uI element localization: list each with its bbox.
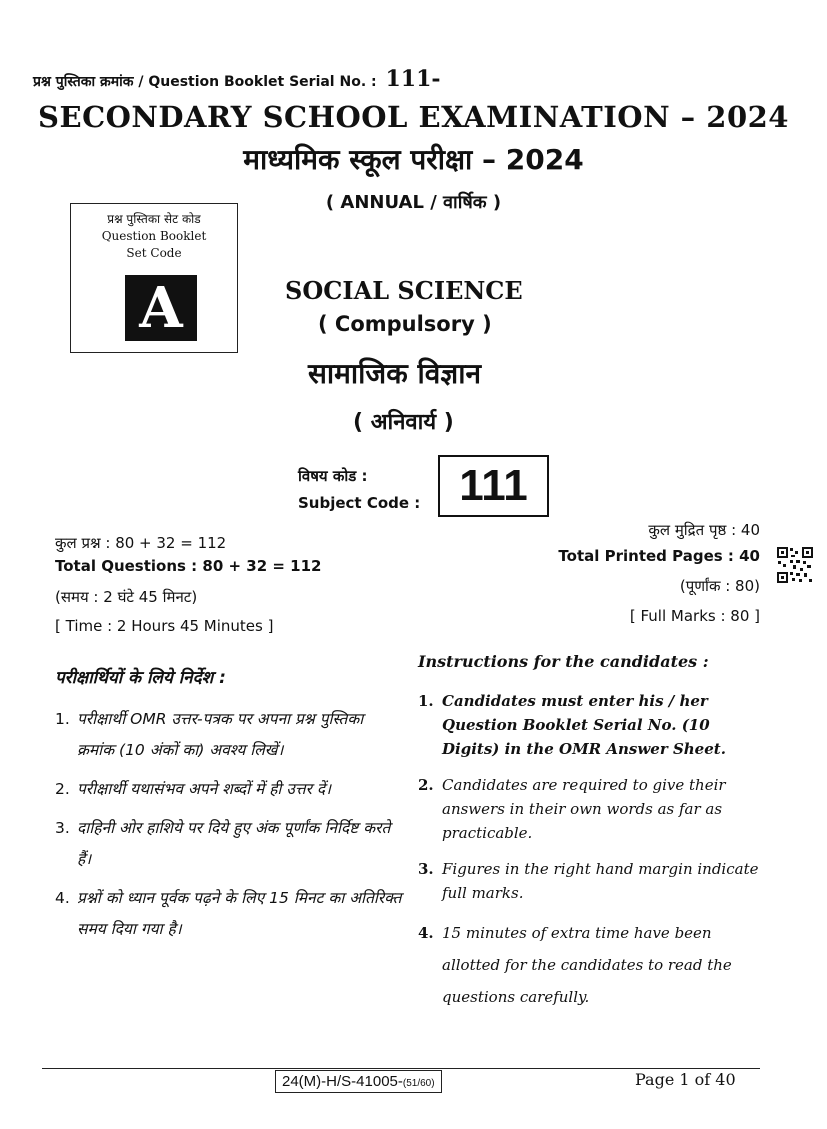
subject-compulsory-hindi: ( अनिवार्य ) bbox=[353, 410, 454, 435]
instruction-hindi-item bbox=[55, 813, 405, 875]
instruction-number: 1. bbox=[418, 692, 434, 710]
instruction-number: 4. bbox=[418, 924, 434, 942]
total-questions-hindi: कुल प्रश्न : 80 + 32 = 112 bbox=[55, 534, 227, 552]
set-code-label-english-2: Set Code bbox=[126, 246, 182, 260]
set-code-letter: A bbox=[125, 275, 197, 341]
printed-pages-hindi: कुल मुद्रित पृष्ठ : 40 bbox=[648, 521, 760, 539]
subject-name-hindi: सामाजिक विज्ञान bbox=[308, 357, 482, 390]
paper-code-box bbox=[275, 1070, 442, 1093]
exam-type: ( ANNUAL / वार्षिक ) bbox=[325, 192, 502, 213]
instruction-english-item bbox=[418, 857, 762, 905]
instruction-hindi-item bbox=[55, 883, 405, 945]
instruction-number: 4. bbox=[55, 889, 70, 907]
set-code-label-hindi: प्रश्न पुस्तिका सेट कोड bbox=[107, 212, 201, 226]
total-questions-english: Total Questions : 80 + 32 = 112 bbox=[55, 557, 322, 575]
instruction-number: 2. bbox=[418, 776, 434, 794]
instructions-english-heading: Instructions for the candidates : bbox=[418, 652, 709, 671]
serial-label: प्रश्न पुस्तिका क्रमांक / Question Booklet Serial No. : bbox=[33, 74, 377, 90]
instruction-text: परीक्षार्थी OMR उत्तर-पत्रक पर अपना प्रश्न पुस्तिका क्रमांक (10 अंकों का) अवश्य लिखें। bbox=[77, 710, 364, 759]
instruction-english-item bbox=[418, 689, 762, 761]
page-number: Page 1 of 40 bbox=[635, 1070, 736, 1089]
instruction-text: 15 minutes of extra time have been allotted for the candidates to read the questions carefully. bbox=[442, 924, 732, 1006]
full-marks-english: [ Full Marks : 80 ] bbox=[629, 607, 760, 625]
instructions-english bbox=[418, 652, 762, 1025]
set-code-box bbox=[70, 203, 238, 353]
instruction-number: 3. bbox=[418, 860, 434, 878]
subject-compulsory-english: ( Compulsory ) bbox=[318, 312, 492, 336]
subject-code-label-hindi: विषय कोड : bbox=[298, 467, 368, 485]
exam-title-hindi: माध्यमिक स्कूल परीक्षा – 2024 bbox=[243, 143, 584, 176]
instruction-hindi-item bbox=[55, 774, 405, 805]
qr-code-icon bbox=[776, 546, 814, 584]
full-marks-hindi: (पूर्णांक : 80) bbox=[679, 577, 760, 595]
booklet-serial bbox=[33, 66, 441, 92]
paper-code-suffix: (51/60) bbox=[402, 1078, 435, 1089]
instruction-hindi-item bbox=[55, 704, 405, 766]
instructions-hindi bbox=[55, 665, 405, 953]
instruction-english-item bbox=[418, 917, 762, 1013]
instruction-text: Figures in the right hand margin indicate full marks. bbox=[442, 860, 759, 902]
printed-pages-english: Total Printed Pages : 40 bbox=[558, 547, 760, 565]
paper-code: 24(M)-H/S-41005- bbox=[282, 1073, 403, 1090]
time-hindi: (समय : 2 घंटे 45 मिनट) bbox=[55, 588, 198, 606]
instruction-text: दाहिनी ओर हाशिये पर दिये हुए अंक पूर्णांक निर्दिष्ट करते हैं। bbox=[77, 819, 391, 868]
instruction-text: Candidates are required to give their answers in their own words as far as practicable. bbox=[442, 776, 726, 842]
time-english: [ Time : 2 Hours 45 Minutes ] bbox=[55, 617, 274, 635]
footer-divider bbox=[42, 1068, 760, 1069]
instruction-number: 1. bbox=[55, 710, 70, 728]
instructions-hindi-heading: परीक्षार्थियों के लिये निर्देश : bbox=[55, 668, 226, 688]
subject-code-box: 111 bbox=[438, 455, 549, 517]
subject-name-english: SOCIAL SCIENCE bbox=[285, 276, 523, 305]
instruction-text: परीक्षार्थी यथासंभव अपने शब्दों में ही उत्तर दें। bbox=[77, 780, 331, 798]
set-code-label-english-1: Question Booklet bbox=[101, 229, 207, 243]
instruction-english-item bbox=[418, 773, 762, 845]
subject-code-label-english: Subject Code : bbox=[298, 494, 421, 512]
serial-number: 111- bbox=[385, 66, 441, 92]
instruction-number: 2. bbox=[55, 780, 70, 798]
instruction-text: Candidates must enter his / her Question Booklet Serial No. (10 Digits) in the OMR Answer Sheet. bbox=[442, 692, 726, 758]
instruction-number: 3. bbox=[55, 819, 70, 837]
exam-title-english: SECONDARY SCHOOL EXAMINATION – 2024 bbox=[38, 100, 789, 134]
instruction-text: प्रश्नों को ध्यान पूर्वक पढ़ने के लिए 15 मिनट का अतिरिक्त समय दिया गया है। bbox=[77, 889, 402, 938]
